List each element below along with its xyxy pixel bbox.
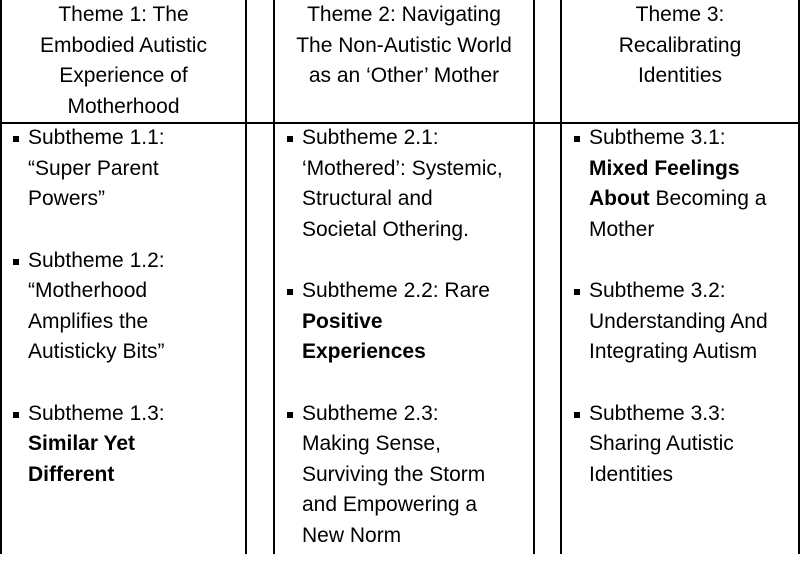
- subtheme-line: [302, 215, 531, 246]
- text-run: Subtheme 2.1:: [302, 126, 439, 149]
- subtheme-text: [589, 399, 798, 491]
- text-run: Structural and: [302, 187, 433, 210]
- subtheme-item: [574, 276, 798, 368]
- subtheme-line: [589, 307, 798, 338]
- bold-phrase: About: [589, 187, 650, 210]
- subtheme-line: [28, 429, 243, 460]
- subtheme-line: [28, 399, 243, 430]
- text-run: Surviving the Storm: [302, 462, 486, 486]
- subtheme-line: [589, 429, 798, 460]
- subtheme-line: [302, 337, 531, 368]
- bold-phrase: Mixed Feelings: [589, 156, 740, 180]
- text-run: Subtheme 3.1:: [589, 126, 726, 149]
- heading-line: Embodied Autistic: [40, 33, 207, 57]
- text-run: Understanding And: [589, 309, 768, 333]
- subtheme-line: [302, 460, 531, 491]
- subtheme-item: [13, 399, 243, 491]
- square-bullet-icon: [287, 136, 293, 142]
- subtheme-line: [302, 521, 531, 552]
- text-run: Subtheme 2.3:: [302, 401, 439, 425]
- subtheme-line: [302, 490, 531, 521]
- subtheme-item: [574, 399, 798, 491]
- text-run: Subtheme 1.3:: [28, 401, 165, 425]
- bold-phrase: Experiences: [302, 340, 426, 363]
- heading-line: The Non-Autistic World: [296, 33, 512, 57]
- subtheme-text: [28, 399, 243, 491]
- subtheme-line: [28, 154, 243, 185]
- subtheme-line: [28, 184, 243, 215]
- subtheme-line: [28, 123, 243, 154]
- square-bullet-icon: [574, 412, 580, 418]
- subtheme-text: [302, 276, 531, 368]
- text-run: Subtheme 3.3:: [589, 401, 726, 425]
- subtheme-line: [302, 154, 531, 185]
- subtheme-line: [302, 399, 531, 430]
- square-bullet-icon: [574, 136, 580, 142]
- subtheme-item: [13, 246, 243, 368]
- theme-2-heading: [275, 0, 533, 92]
- square-bullet-icon: [13, 136, 19, 142]
- subtheme-item: [574, 123, 798, 245]
- subtheme-line: [302, 123, 531, 154]
- text-run: Sharing Autistic: [589, 432, 734, 455]
- bold-phrase: Different: [28, 462, 115, 486]
- subtheme-line: [302, 184, 531, 215]
- text-run: Powers”: [28, 187, 106, 210]
- subtheme-line: [302, 307, 531, 338]
- subtheme-line: [589, 123, 798, 154]
- square-bullet-icon: [287, 289, 293, 295]
- text-run: Autisticky Bits”: [28, 340, 165, 363]
- subtheme-line: [589, 154, 798, 185]
- subtheme-line: [589, 276, 798, 307]
- text-run: Subtheme 2.2: Rare: [302, 279, 490, 302]
- square-bullet-icon: [574, 289, 580, 295]
- text-run: Subtheme 1.1:: [28, 126, 165, 149]
- subtheme-text: [28, 246, 243, 368]
- subtheme-text: [302, 399, 531, 552]
- text-run: “Super Parent: [28, 156, 159, 180]
- theme-1-heading: [2, 0, 245, 122]
- theme-2-subthemes: [287, 123, 531, 582]
- subtheme-text: [589, 276, 798, 368]
- subtheme-line: [28, 307, 243, 338]
- subtheme-item: [13, 123, 243, 215]
- theme-1-subthemes: [13, 123, 243, 521]
- heading-line: Motherhood: [67, 94, 180, 118]
- theme-3-heading: [562, 0, 798, 92]
- column-divider: [245, 0, 247, 554]
- subtheme-item: [287, 123, 531, 245]
- subtheme-line: [589, 337, 798, 368]
- table-border-right: [798, 0, 800, 554]
- text-run: Mother: [589, 217, 655, 241]
- heading-line: Identities: [637, 64, 723, 87]
- subtheme-line: [28, 460, 243, 491]
- subtheme-line: [28, 246, 243, 277]
- subtheme-line: [28, 337, 243, 368]
- heading-line: Theme 1: The: [58, 3, 189, 26]
- heading-line: Theme 3:: [635, 3, 725, 26]
- theme-3-subthemes: [574, 123, 798, 521]
- text-run: Societal Othering.: [302, 217, 469, 241]
- subtheme-text: [302, 123, 531, 245]
- text-run: Subtheme 3.2:: [589, 279, 726, 302]
- subtheme-text: [28, 123, 243, 215]
- text-run: “Motherhood: [28, 279, 148, 302]
- subtheme-item: [287, 276, 531, 368]
- text-run: Integrating Autism: [589, 340, 758, 363]
- subtheme-text: [589, 123, 798, 245]
- text-run: and Empowering a: [302, 493, 478, 516]
- subtheme-line: [589, 399, 798, 430]
- square-bullet-icon: [13, 259, 19, 265]
- subtheme-line: [589, 215, 798, 246]
- text-run: Subtheme 1.2:: [28, 248, 165, 272]
- heading-line: Theme 2: Navigating: [307, 3, 501, 26]
- text-run: Making Sense,: [302, 432, 441, 455]
- subtheme-line: [589, 184, 798, 215]
- text-run: Becoming a: [649, 187, 767, 210]
- subtheme-line: [589, 460, 798, 491]
- text-run: Identities: [589, 462, 674, 486]
- square-bullet-icon: [287, 412, 293, 418]
- subtheme-line: [302, 276, 531, 307]
- heading-line: Recalibrating: [618, 33, 742, 57]
- square-bullet-icon: [13, 412, 19, 418]
- column-divider: [533, 0, 535, 554]
- bold-phrase: Similar Yet: [28, 432, 136, 455]
- bold-phrase: Positive: [302, 309, 383, 333]
- text-run: New Norm: [302, 523, 402, 547]
- text-run: ‘Mothered’: Systemic,: [302, 156, 503, 180]
- text-run: Amplifies the: [28, 309, 149, 333]
- heading-line: as an ‘Other’ Mother: [308, 64, 500, 87]
- subtheme-line: [302, 429, 531, 460]
- subtheme-item: [287, 399, 531, 552]
- subtheme-line: [28, 276, 243, 307]
- heading-line: Experience of: [59, 64, 188, 87]
